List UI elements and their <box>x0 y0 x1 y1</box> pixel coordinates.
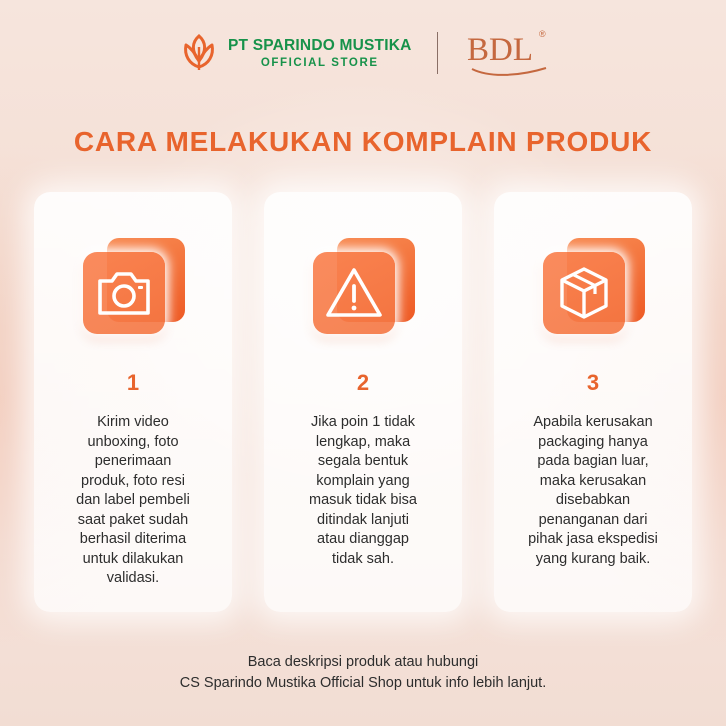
brand-subtitle: OFFICIAL STORE <box>260 57 379 69</box>
step-icon-tile <box>313 238 419 336</box>
step-number: 1 <box>126 370 140 395</box>
brand-name: PT SPARINDO MUSTIKA <box>228 37 412 54</box>
page-title: CARA MELAKUKAN KOMPLAIN PRODUK <box>73 126 653 157</box>
step-icon-tile <box>543 238 649 336</box>
icon-tile-front <box>313 252 395 334</box>
footer-line-2: CS Sparindo Mustika Official Shop untuk info lebih lanjut. <box>179 675 547 691</box>
step-description: Kirim video unboxing, foto penerimaan produk, foto resi dan label pembeli saat paket sudah berhasil diterima untuk dilakukan validasi. <box>76 414 190 586</box>
step-description: Jika poin 1 tidak lengkap, maka segala bentuk komplain yang masuk tidak bisa ditindak lanjuti atau dianggap tidak sah. <box>309 414 417 567</box>
step-number: 3 <box>586 370 600 395</box>
warning-icon <box>322 261 386 325</box>
sparindo-lotus-logo-icon <box>180 33 218 73</box>
bdl-swoosh-icon <box>470 66 548 76</box>
step-number: 2 <box>356 370 370 395</box>
header <box>0 28 726 78</box>
camera-icon <box>92 261 156 325</box>
icon-tile-front <box>543 252 625 334</box>
step-icon-tile <box>83 238 189 336</box>
bdl-logo: BDL <box>467 32 533 68</box>
header-divider <box>437 32 438 74</box>
step-card-1 <box>34 192 232 612</box>
step-card-2 <box>264 192 462 612</box>
brand-text <box>228 37 412 69</box>
footer-line-1: Baca deskripsi produk atau hubungi <box>247 654 479 670</box>
step-description: Apabila kerusakan packaging hanya pada bagian luar, maka kerusakan disebabkan penanganan dari pihak jasa ekspedisi yang kurang baik. <box>528 414 658 567</box>
package-box-icon <box>552 261 616 325</box>
step-card-3 <box>494 192 692 612</box>
registered-mark: ® <box>539 29 546 39</box>
icon-tile-front <box>83 252 165 334</box>
footer-note <box>0 652 726 694</box>
